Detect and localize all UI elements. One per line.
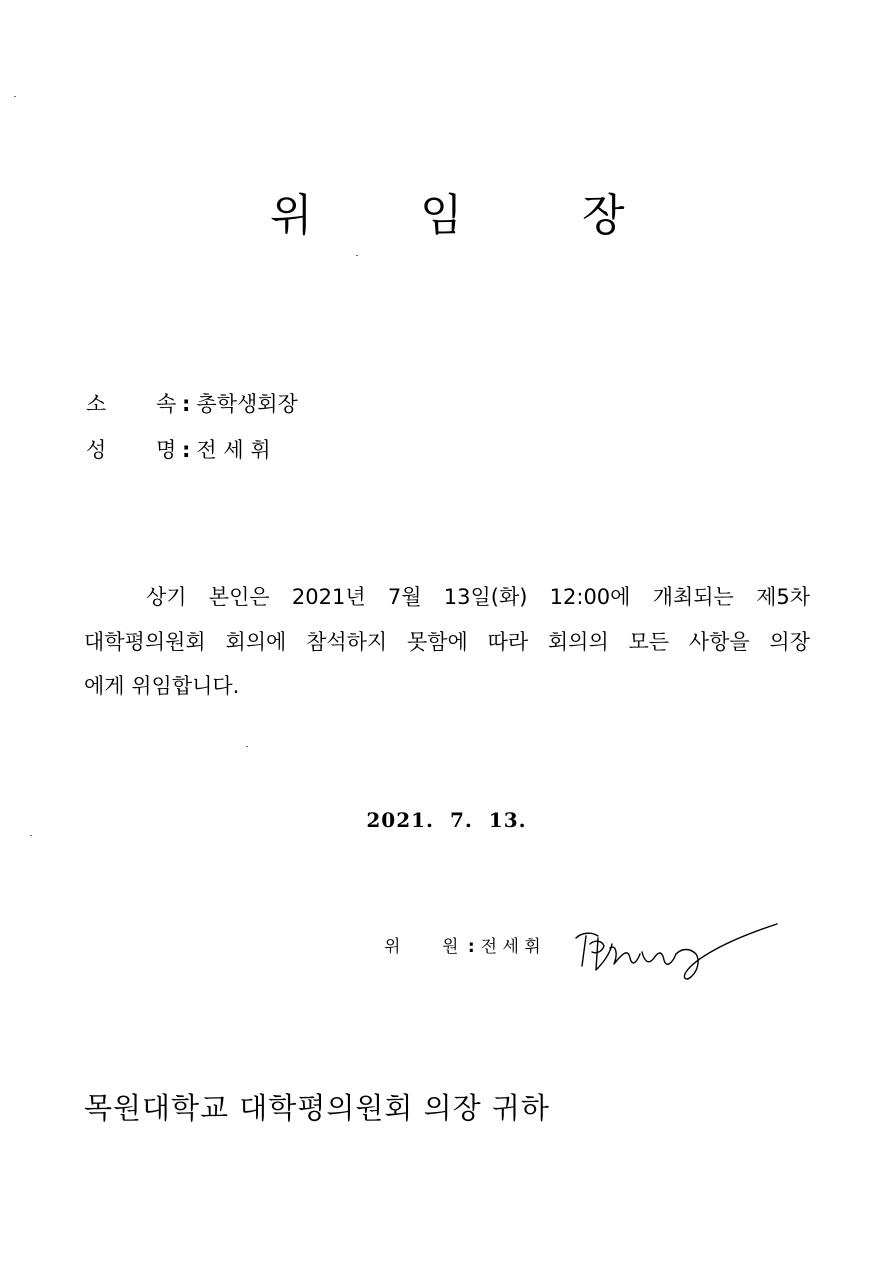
affiliation-colon: :	[182, 392, 191, 416]
body-paragraph	[84, 575, 810, 709]
signature-stroke	[642, 952, 676, 964]
title-char: 위	[270, 190, 313, 241]
signature-stroke	[582, 936, 586, 966]
signer-label-1: 위	[384, 937, 401, 957]
signature-stroke	[576, 933, 598, 938]
signature-stroke	[596, 938, 612, 970]
signature-stroke	[610, 947, 640, 964]
signer-label-2: 원	[442, 937, 459, 957]
scan-speck	[30, 835, 32, 836]
scan-speck	[246, 746, 248, 747]
addressee: 목원대학교 대학평의원회 의장 귀하	[84, 1091, 550, 1125]
affiliation-label: 소 속	[86, 392, 177, 416]
document-date: 2021. 7. 13.	[366, 808, 527, 832]
signer-name: 전 세 휘	[480, 937, 541, 957]
affiliation-row	[86, 390, 298, 418]
signature-stroke	[676, 924, 777, 979]
body-line: 에게 위임합니다.	[84, 674, 240, 698]
name-label: 성 명	[86, 438, 177, 462]
scan-speck	[356, 255, 358, 256]
document-title	[0, 190, 893, 250]
title-char: 장	[582, 190, 625, 241]
handwritten-signature	[572, 914, 787, 984]
affiliation-value: 총학생회장	[196, 392, 298, 416]
body-line: 대학평의원회 회의에 참석하지 못함에 따라 회의의 모든 사항을 의장	[84, 629, 810, 654]
title-char: 임	[420, 190, 463, 241]
name-value: 전 세 휘	[196, 438, 271, 462]
name-row	[86, 436, 271, 464]
body-line: 상기 본인은 2021년 7월 13일(화) 12:00에 개최되는 제5차	[146, 585, 810, 609]
signer-line	[384, 935, 541, 959]
name-colon: :	[182, 438, 191, 462]
scan-speck	[14, 96, 16, 97]
signer-colon: :	[467, 937, 475, 957]
